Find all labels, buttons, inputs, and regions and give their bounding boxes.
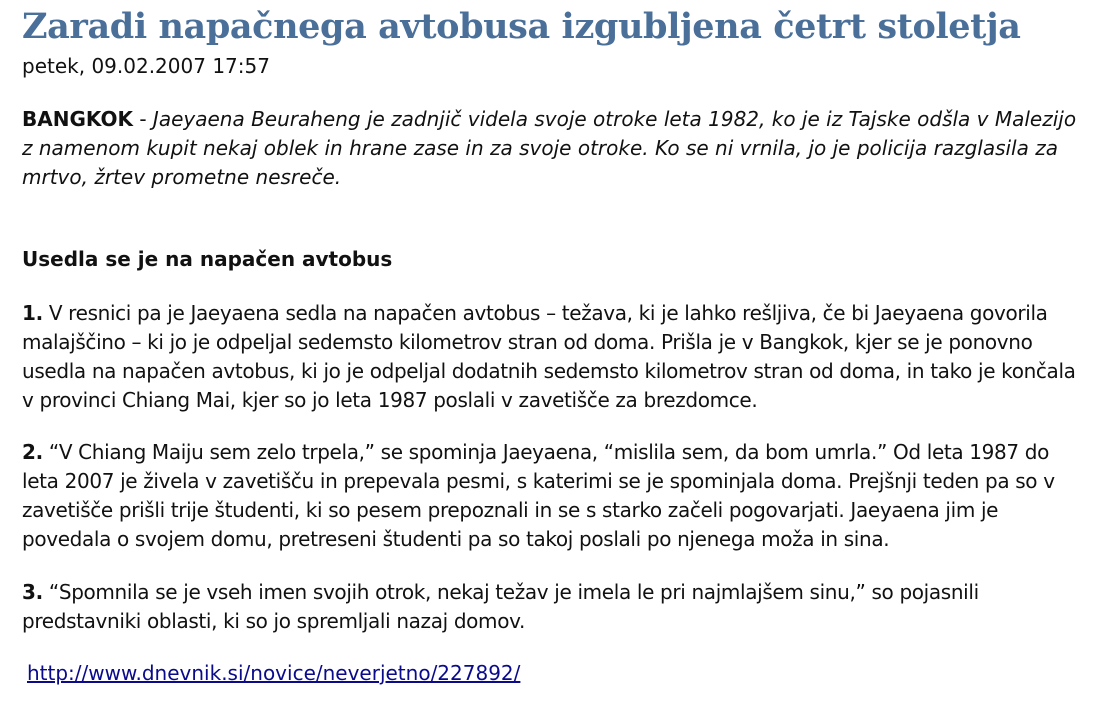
article-title: Zaradi napačnega avtobusa izgubljena četrt stoletja: [22, 6, 1021, 47]
article-dateline: petek, 09.02.2007 17:57: [22, 54, 270, 78]
article-subheading: Usedla se je na napačen avtobus: [22, 247, 393, 271]
lead-text: Jaeyaena Beuraheng je zadnjič videla svoje otroke leta 1982, ko je iz Tajske odšla v Malezijo z namenom kupit nekaj oblek in hrane zase in za svoje otroke. Ko se ni vrnila, jo je policija razglasila za mrtvo, žrtev prometne nesreče.: [22, 107, 1077, 189]
paragraph-text: “Spomnila se je vseh imen svojih otrok, nekaj težav je imela le pri najmlajšem sinu,” so pojasnili predstavniki oblasti, ki so jo spremljali nazaj domov.: [22, 580, 979, 633]
paragraph-number: 1.: [22, 301, 43, 325]
paragraph-3: [22, 578, 1084, 636]
article-lead: [22, 105, 1082, 192]
paragraph-text: “V Chiang Maiju sem zelo trpela,” se spominja Jaeyaena, “mislila sem, da bom umrla.” Od leta 1987 do leta 2007 je živela v zavetišču in prepevala pesmi, s katerimi se je spominjala doma. Prejšnji teden pa so v zavetišče prišli trije študenti, ki so pesem prepoznali in se s starko začeli pogovarjati. Jaeyaena jim je povedala o svojem domu, pretreseni študenti pa so takoj poslali po njenega moža in sina.: [22, 440, 1055, 551]
paragraph-1: [22, 299, 1084, 415]
lead-location: BANGKOK: [22, 107, 133, 131]
paragraph-text: V resnici pa je Jaeyaena sedla na napačen avtobus – težava, ki je lahko rešljiva, če bi Jaeyaena govorila malajščino – ki jo je odpeljal sedemsto kilometrov stran od doma. Prišla je v Bangkok, kjer se je ponovno usedla na napačen avtobus, ki jo je odpeljal dodatnih sedemsto kilometrov stran od doma, in tako je končala v provinci Chiang Mai, kjer so jo leta 1987 poslali v zavetišče za brezdomce.: [22, 301, 1076, 412]
lead-separator: -: [132, 107, 153, 131]
paragraph-2: [22, 438, 1084, 554]
paragraph-number: 3.: [22, 580, 43, 604]
paragraph-number: 2.: [22, 440, 43, 464]
source-link[interactable]: http://www.dnevnik.si/novice/neverjetno/227892/: [27, 661, 521, 685]
